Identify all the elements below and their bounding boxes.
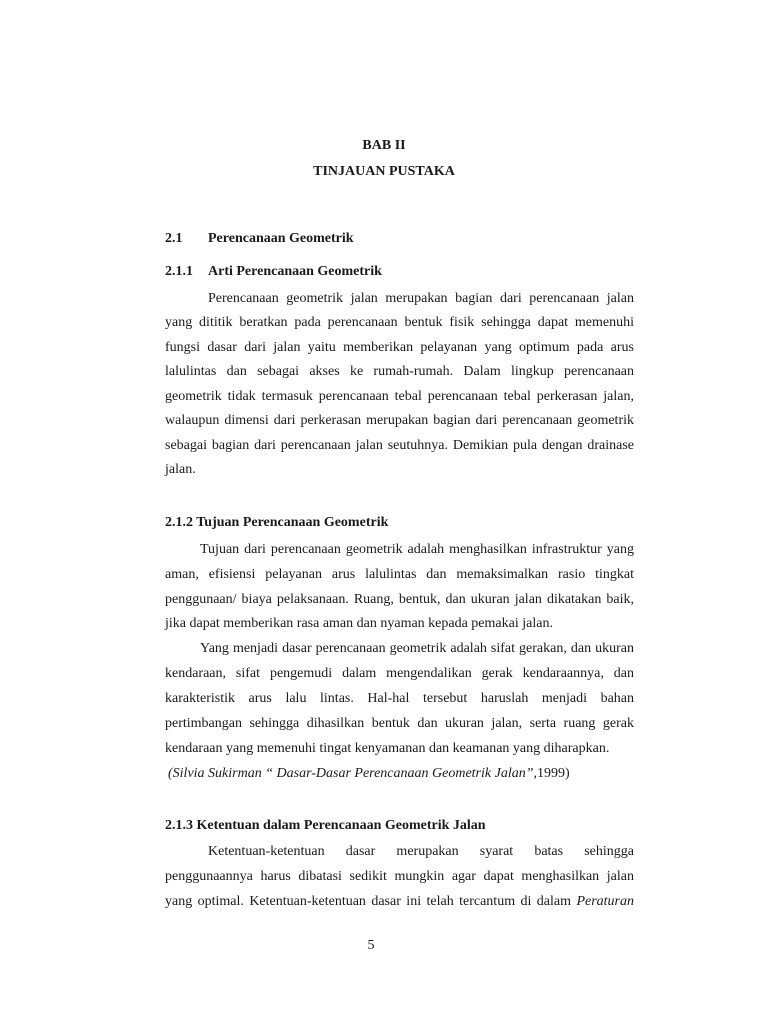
citation-book-title: “ Dasar-Dasar Perencanaan Geometrik Jalan”, (265, 766, 538, 781)
paragraph-line: Ketentuan-ketentuan dasar merupakan syarat batas sehingga (208, 844, 634, 859)
paragraph-line: jika dapat memberikan rasa aman dan nyaman kepada pemakai jalan. (165, 616, 553, 631)
paragraph-line: pertimbangan sehingga dihasilkan bentuk dan ukuran jalan, serta ruang gerak (165, 716, 634, 731)
section-2-1-heading (165, 231, 354, 247)
paragraph-line: penggunaannya harus dibatasi sedikit mungkin agar dapat menghasilkan jalan (165, 869, 634, 884)
paragraph-line: kendaraan, sifat pengemudi dalam mengendalikan gerak kendaraannya, dan (165, 666, 634, 681)
chapter-title: TINJAUAN PUSTAKA (313, 164, 455, 179)
paragraph-line: geometrik tidak termasuk perencanaan tebal perencanaan tebal perkerasan jalan, (165, 389, 634, 404)
paragraph-line: walaupun dimensi dari perkerasan merupakan bagian dari perencanaan geometrik (165, 413, 634, 428)
section-2-1-1-number: 2.1.1 (165, 264, 193, 279)
paragraph-italic-text: Peraturan (576, 894, 634, 909)
paragraph-line: karakteristik arus lalu lintas. Hal-hal tersebut haruslah menjadi bahan (165, 691, 634, 706)
section-2-1-title: Perencanaan Geometrik (208, 231, 354, 246)
paragraph-line: penggunaan/ biaya pelaksanaan. Ruang, bentuk, dan ukuran jalan dikatakan baik, (165, 592, 634, 607)
section-2-1-1-title: Arti Perencanaan Geometrik (208, 264, 382, 279)
paragraph-line: lalulintas dan sebagai akses ke rumah-rumah. Dalam lingkup perencanaan (165, 364, 634, 379)
paragraph-line: aman, efisiensi pelayanan arus lalulintas dan memaksimalkan rasio tingkat (165, 567, 634, 582)
section-2-1-1-heading (165, 264, 382, 280)
section-2-1-2-heading: 2.1.2 Tujuan Perencanaan Geometrik (165, 515, 389, 530)
paragraph-text: yang optimal. Ketentuan-ketentuan dasar ini telah tercantum di dalam (165, 894, 577, 909)
paragraph-line (165, 894, 634, 910)
paragraph-line: kendaraan yang memenuhi tingat kenyamanan dan keamanan yang diharapkan. (165, 741, 610, 756)
page-number: 5 (367, 938, 375, 953)
chapter-label: BAB II (362, 138, 406, 153)
paragraph-line: Tujuan dari perencanaan geometrik adalah menghasilkan infrastruktur yang (200, 542, 634, 557)
citation (168, 766, 570, 782)
paragraph-line: fungsi dasar dari jalan yaitu memberikan pelayanan yang optimum pada arus (165, 340, 634, 355)
citation-year: 1999) (537, 766, 570, 781)
paragraph-line: jalan. (165, 462, 196, 477)
section-2-1-3-heading: 2.1.3 Ketentuan dalam Perencanaan Geometrik Jalan (165, 818, 486, 833)
paragraph-line: sebagai bagian dari perencanaan jalan seutuhnya. Demikian pula dengan drainase (165, 438, 634, 453)
citation-open: (Silvia Sukirman (168, 766, 266, 781)
paragraph-line: Perencanaan geometrik jalan merupakan bagian dari perencanaan jalan (208, 291, 634, 306)
paragraph-line: Yang menjadi dasar perencanaan geometrik adalah sifat gerakan, dan ukuran (200, 641, 634, 656)
paragraph-line: yang dititik beratkan pada perencanaan bentuk fisik sehingga dapat memenuhi (165, 315, 634, 330)
section-2-1-number: 2.1 (165, 231, 183, 246)
